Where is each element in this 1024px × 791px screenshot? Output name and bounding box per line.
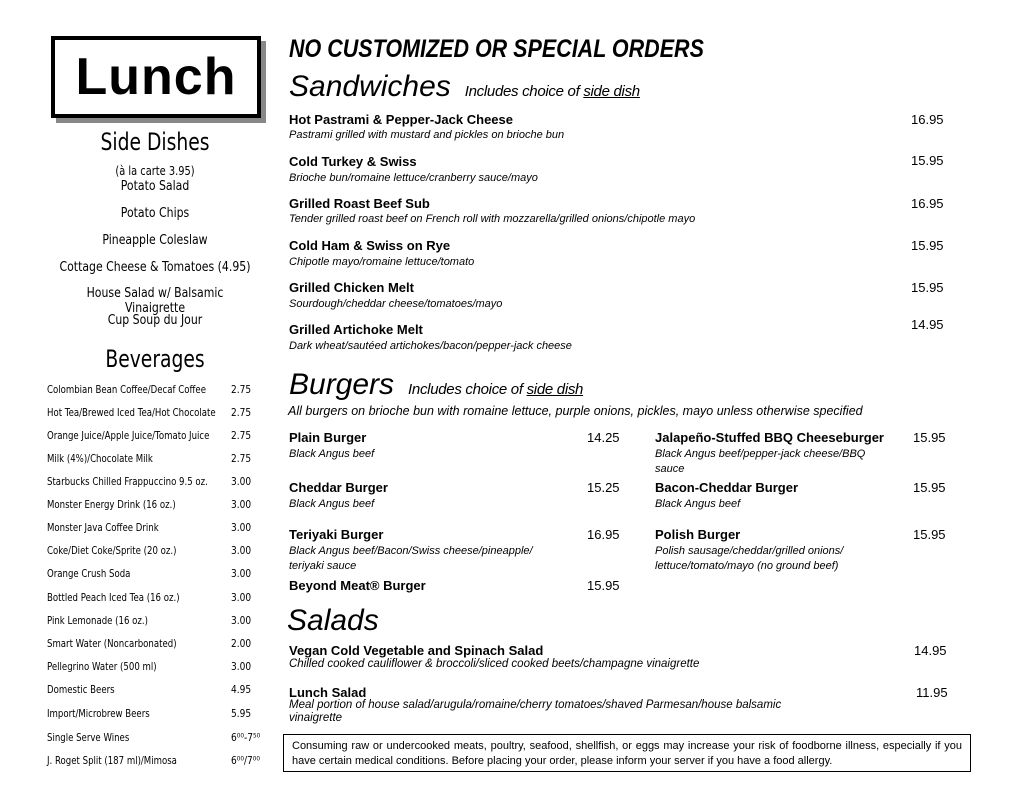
beverage-name: Bottled Peach Iced Tea (16 oz.) <box>47 591 180 604</box>
beverage-name: Starbucks Chilled Frappuccino 9.5 oz. <box>47 475 208 488</box>
sandwich-name: Hot Pastrami & Pepper-Jack Cheese <box>289 112 513 127</box>
sandwich-name: Cold Turkey & Swiss <box>289 154 417 169</box>
sandwiches-title: Sandwiches <box>289 70 451 103</box>
salad-desc-line2: vinaigrette <box>289 712 343 724</box>
sandwich-desc: Sourdough/cheddar cheese/tomatoes/mayo <box>289 298 503 310</box>
beverage-price: 3.00 <box>231 475 252 488</box>
burgers-subtitle <box>408 381 583 398</box>
side-dish-item: Cottage Cheese & Tomatoes (4.95) <box>59 260 251 275</box>
beverage-row <box>47 591 269 607</box>
sandwiches-sub-text: Includes choice of <box>464 83 584 100</box>
burgers-side-dish-link: side dish <box>526 381 584 398</box>
beverage-name: Monster Energy Drink (16 oz.) <box>47 498 176 511</box>
sandwich-desc: Brioche bun/romaine lettuce/cranberry sauce/mayo <box>289 172 538 184</box>
beverage-price: 4.95 <box>231 683 252 696</box>
burger-desc: Black Angus beef/pepper-jack cheese/BBQ <box>655 448 866 460</box>
salads-title: Salads <box>287 604 379 637</box>
salad-name: Vegan Cold Vegetable and Spinach Salad <box>289 643 544 658</box>
beverage-name: Pellegrino Water (500 ml) <box>47 660 157 673</box>
beverage-name: Import/Microbrew Beers <box>47 707 150 720</box>
burger-name: Plain Burger <box>289 430 367 445</box>
sandwich-name: Grilled Roast Beef Sub <box>289 196 430 211</box>
burger-price: 15.95 <box>913 480 946 495</box>
salads-heading <box>287 604 379 638</box>
beverage-price: 2.00 <box>231 637 252 650</box>
burger-name: Jalapeño-Stuffed BBQ Cheeseburger <box>655 430 884 445</box>
sandwich-price: 16.95 <box>911 112 944 127</box>
beverage-row <box>47 683 269 699</box>
sandwiches-subtitle <box>465 83 640 100</box>
burgers-note: All burgers on brioche bun with romaine lettuce, purple onions, pickles, mayo unless otherwise specified <box>288 404 863 418</box>
salad-price: 14.95 <box>914 643 947 658</box>
beverage-price: 3.00 <box>231 591 252 604</box>
burger-desc-line2: teriyaki sauce <box>289 560 357 572</box>
burger-name: Bacon-Cheddar Burger <box>655 480 799 495</box>
burger-name: Cheddar Burger <box>289 480 388 495</box>
burger-desc-line2: sauce <box>655 463 685 475</box>
beverage-name: Orange Crush Soda <box>47 567 131 580</box>
beverage-name: Colombian Bean Coffee/Decaf Coffee <box>47 383 206 396</box>
burgers-title: Burgers <box>289 368 395 401</box>
beverage-price: 3.00 <box>231 544 252 557</box>
side-dish-item: Pineapple Coleslaw <box>102 233 208 248</box>
salad-name: Lunch Salad <box>289 685 367 700</box>
side-dish-item: Potato Salad <box>120 179 190 194</box>
beverage-name: Domestic Beers <box>47 683 115 696</box>
beverage-price: 3.00 <box>231 660 252 673</box>
burger-desc: Black Angus beef <box>655 498 741 510</box>
lunch-title-box <box>51 36 261 118</box>
no-custom-orders-notice: NO CUSTOMIZED OR SPECIAL ORDERS <box>289 35 704 63</box>
beverage-name: J. Roget Split (187 ml)/Mimosa <box>47 754 177 767</box>
beverage-name: Monster Java Coffee Drink <box>47 521 159 534</box>
side-dishes-note: (à la carte 3.95) <box>115 164 195 178</box>
beverages-heading: Beverages <box>105 345 205 373</box>
beverage-name: Coke/Diet Coke/Sprite (20 oz.) <box>47 544 177 557</box>
beverage-price: 3.00 <box>231 567 252 580</box>
sandwiches-side-dish-link: side dish <box>583 83 640 100</box>
side-dish-item: Potato Chips <box>120 206 190 221</box>
salad-price: 11.95 <box>916 685 948 700</box>
beverage-price: 2.75 <box>231 383 252 396</box>
beverage-name: Smart Water (Noncarbonated) <box>47 637 177 650</box>
burger-name: Teriyaki Burger <box>289 527 384 542</box>
beverage-price: 2.75 <box>231 406 252 419</box>
beverage-price: 3.00 <box>231 614 252 627</box>
sandwich-name: Grilled Artichoke Melt <box>289 322 423 337</box>
sandwich-name: Grilled Chicken Melt <box>289 280 414 295</box>
burger-price: 15.95 <box>913 527 946 542</box>
beverage-row <box>47 660 269 676</box>
beverage-price: 3.00 <box>231 521 252 534</box>
beverage-name: Milk (4%)/Chocolate Milk <box>47 452 153 465</box>
burgers-heading <box>289 368 583 402</box>
sandwich-price: 15.95 <box>911 153 944 168</box>
beverage-row <box>47 614 269 630</box>
beverage-price: 6⁰⁰/7⁰⁰ <box>231 754 260 767</box>
beverage-price: 3.00 <box>231 498 252 511</box>
burgers-sub-text: Includes choice of <box>408 381 527 398</box>
beverage-name: Hot Tea/Brewed Iced Tea/Hot Chocolate <box>47 406 216 419</box>
salad-desc: Meal portion of house salad/arugula/romaine/cherry tomatoes/shaved Parmesan/house balsamic <box>289 699 782 711</box>
beverage-row <box>47 452 269 468</box>
side-dish-item: House Salad w/ Balsamic Vinaigrette <box>86 286 224 316</box>
sandwich-name: Cold Ham & Swiss on Rye <box>289 238 451 253</box>
burger-price: 15.95 <box>913 430 946 445</box>
beverage-price: 5.95 <box>231 707 252 720</box>
salad-desc: Chilled cooked cauliflower & broccoli/sliced cooked beets/champagne vinaigrette <box>289 658 700 670</box>
side-dish-item: Cup Soup du Jour <box>107 313 203 328</box>
food-allergy-disclaimer: Consuming raw or undercooked meats, poultry, seafood, shellfish, or eggs may increase your risk of foodborne illness, especially if you have certain medical conditions. Before placing your order, please inform your server if you have a food allergy. <box>283 734 971 772</box>
burger-desc: Polish sausage/cheddar/grilled onions/ <box>655 545 844 557</box>
sandwich-desc: Tender grilled roast beef on French roll with mozzarella/grilled onions/chipotle mayo <box>289 213 696 225</box>
sandwich-price: 16.95 <box>911 196 944 211</box>
sandwich-price: 15.95 <box>911 280 944 295</box>
burger-desc: Black Angus beef/Bacon/Swiss cheese/pineapple/ <box>289 545 533 557</box>
beverage-name: Single Serve Wines <box>47 731 130 744</box>
side-dishes-heading: Side Dishes <box>100 128 210 156</box>
sandwich-price: 14.95 <box>911 317 944 332</box>
beverage-row <box>47 429 269 445</box>
lunch-title: Lunch <box>75 48 237 106</box>
beverage-row <box>47 498 269 514</box>
sandwich-desc: Chipotle mayo/romaine lettuce/tomato <box>289 256 475 268</box>
beverage-row <box>47 707 269 723</box>
beverage-row <box>47 521 269 537</box>
beverage-price: 2.75 <box>231 429 252 442</box>
burger-desc: Black Angus beef <box>289 498 375 510</box>
burger-desc: Black Angus beef <box>289 448 375 460</box>
beverage-price: 2.75 <box>231 452 252 465</box>
sandwich-desc: Dark wheat/sautéed artichokes/bacon/pepper-jack cheese <box>289 340 572 352</box>
sandwich-price: 15.95 <box>911 238 944 253</box>
burger-name: Beyond Meat® Burger <box>289 578 426 593</box>
burger-price: 16.95 <box>587 527 620 542</box>
burger-name: Polish Burger <box>655 527 741 542</box>
beverage-row <box>47 544 269 560</box>
sandwich-desc: Pastrami grilled with mustard and pickles on brioche bun <box>289 129 565 141</box>
burger-price: 14.25 <box>587 430 620 445</box>
sandwiches-heading <box>289 70 640 104</box>
beverage-row <box>47 731 269 747</box>
beverage-name: Orange Juice/Apple Juice/Tomato Juice <box>47 429 210 442</box>
burger-price: 15.25 <box>587 480 620 495</box>
beverage-price: 6⁰⁰-7⁵⁰ <box>231 731 261 744</box>
burger-price: 15.95 <box>587 578 620 593</box>
beverage-row <box>47 754 269 770</box>
beverage-row <box>47 383 269 399</box>
beverage-row <box>47 475 269 491</box>
burger-desc-line2: lettuce/tomato/mayo (no ground beef) <box>655 560 839 572</box>
beverage-row <box>47 567 269 583</box>
beverage-name: Pink Lemonade (16 oz.) <box>47 614 148 627</box>
beverage-row <box>47 406 269 422</box>
beverage-row <box>47 637 269 653</box>
